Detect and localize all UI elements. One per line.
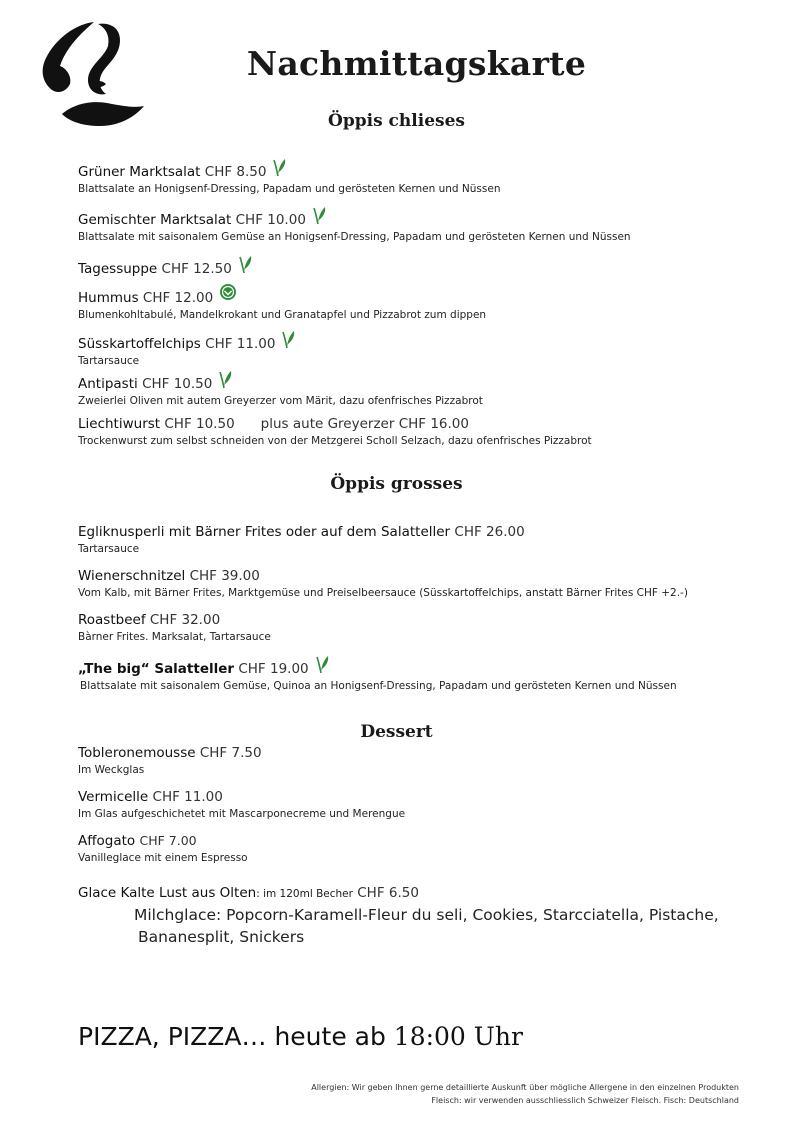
item-price: CHF 11.00: [205, 336, 276, 352]
item-price: CHF 7.50: [199, 745, 262, 761]
section-heading-small: Öppis chlieses: [328, 111, 465, 131]
menu-item-the-big-salatteller: [78, 655, 768, 693]
item-price: CHF 10.00: [235, 212, 306, 228]
menu-item-egliknusperli: [78, 523, 768, 556]
vegan-leaf-icon: [271, 158, 287, 178]
menu-item-gruener-marktsalat: [78, 158, 768, 196]
item-price: CHF 32.00: [149, 612, 221, 628]
meat-origin-note: Fleisch: wir verwenden ausschliesslich Schweizer Fleisch. Fisch: Deutschland: [431, 1096, 739, 1105]
item-name: Hummus: [78, 290, 139, 306]
milchglace-flavours: [134, 904, 774, 948]
allergen-note: Allergien: Wir geben Ihnen gerne detaillierte Auskunft über mögliche Allergene in den einzelnen Produkten: [311, 1083, 739, 1092]
item-description: Vom Kalb, mit Bärner Frites, Marktgemüse und Preiselbeersauce (Süsskartoffelchips, anstatt Bärner Frites CHF +2.-): [78, 587, 688, 599]
item-description: Im Weckglas: [78, 764, 145, 776]
item-description: Blattsalate an Honigsenf-Dressing, Papadam und gerösteten Kernen und Nüssen: [78, 183, 501, 195]
item-price: CHF 6.50: [357, 885, 419, 901]
item-name: Liechtiwurst: [78, 416, 161, 432]
pizza-text: PIZZA, PIZZA… heute ab: [78, 1022, 386, 1051]
menu-item-tobleronemousse: [78, 744, 768, 777]
item-note: : im 120ml Becher: [256, 888, 353, 900]
item-name: Gemischter Marktsalat: [78, 212, 232, 228]
item-name: Egliknusperli mit Bärner Frites oder auf dem Salatteller: [78, 524, 451, 540]
vegan-leaf-icon: [217, 370, 233, 390]
pizza-time: 18:00 Uhr: [393, 1022, 523, 1051]
section-heading-large: Öppis grosses: [330, 474, 463, 494]
item-price: CHF 26.00: [454, 524, 525, 540]
menu-item-liechtiwurst: [78, 415, 768, 448]
pizza-announcement: [78, 1022, 523, 1051]
item-extra-option: plus aute Greyerzer CHF 16.00: [260, 416, 469, 432]
section-heading-dessert: Dessert: [360, 722, 433, 742]
menu-item-vermicelle: [78, 788, 768, 821]
item-name: Süsskartoffelchips: [78, 336, 201, 352]
item-name: Affogato: [78, 833, 136, 849]
item-name: Tagessuppe: [78, 261, 158, 277]
item-name: Glace Kalte Lust aus Olten: [78, 885, 257, 901]
milchglace-line-1: Milchglace: Popcorn-Karamell-Fleur du seli, Cookies, Starcciatella, Pistache,: [134, 906, 719, 924]
item-name: Tobleronemousse: [78, 745, 196, 761]
item-description: Blattsalate mit saisonalem Gemüse an Honigsenf-Dressing, Papadam und gerösteten Kernen und Nüssen: [78, 231, 631, 243]
page-title: Nachmittagskarte: [246, 44, 587, 83]
vegan-badge-icon: [219, 283, 237, 301]
item-description: Zweierlei Oliven mit autem Greyerzer vom Märit, dazu ofenfrisches Pizzabrot: [78, 395, 483, 407]
menu-item-roastbeef: [78, 611, 768, 644]
item-price: CHF 12.50: [161, 261, 232, 277]
milchglace-line-2: Bananesplit, Snickers: [138, 928, 305, 946]
item-price: CHF 12.00: [142, 290, 214, 306]
item-description: Im Glas aufgeschichetet mit Mascarponecreme und Merengue: [78, 808, 406, 820]
item-name: „The big“ Salatteller: [78, 661, 235, 677]
vegan-leaf-icon: [237, 255, 253, 275]
item-description: Tartarsauce: [78, 543, 140, 555]
item-name: Roastbeef: [78, 612, 146, 628]
item-description: Blattsalate mit saisonalem Gemüse, Quinoa an Honigsenf-Dressing, Papadam und gerösteten Kernen und Nüssen: [80, 680, 677, 692]
item-name: Antipasti: [78, 376, 138, 392]
item-price: CHF 7.00: [139, 833, 197, 848]
item-name: Vermicelle: [78, 789, 149, 805]
menu-item-suesskartoffelchips: [78, 330, 768, 368]
item-price: CHF 10.50: [164, 416, 235, 432]
menu-item-hummus: [78, 283, 768, 322]
vegan-leaf-icon: [311, 206, 327, 226]
menu-item-gemischter-marktsalat: [78, 206, 768, 244]
item-description: Vanilleglace mit einem Espresso: [78, 852, 248, 864]
menu-item-antipasti: [78, 370, 768, 408]
menu-item-tagessuppe: [78, 255, 768, 278]
vegan-leaf-icon: [280, 330, 296, 350]
menu-item-affogato: [78, 832, 768, 865]
menu-item-glace: [78, 884, 768, 903]
item-description: Blumenkohltabulé, Mandelkrokant und Granatapfel und Pizzabrot zum dippen: [78, 309, 487, 321]
item-name: Grüner Marktsalat: [78, 164, 201, 180]
item-price: CHF 19.00: [238, 661, 309, 677]
vegan-leaf-icon: [314, 655, 330, 675]
item-price: CHF 10.50: [142, 376, 213, 392]
item-price: CHF 39.00: [189, 568, 260, 584]
menu-item-wienerschnitzel: [78, 567, 768, 600]
item-description: Trockenwurst zum selbst schneiden von der Metzgerei Scholl Selzach, dazu ofenfrisches Pizzabrot: [78, 435, 592, 447]
item-name: Wienerschnitzel: [78, 568, 186, 584]
item-description: Bàrner Frites. Marksalat, Tartarsauce: [78, 631, 271, 643]
item-price: CHF 8.50: [204, 164, 267, 180]
item-price: CHF 11.00: [152, 789, 223, 805]
item-description: Tartarsauce: [78, 355, 140, 367]
